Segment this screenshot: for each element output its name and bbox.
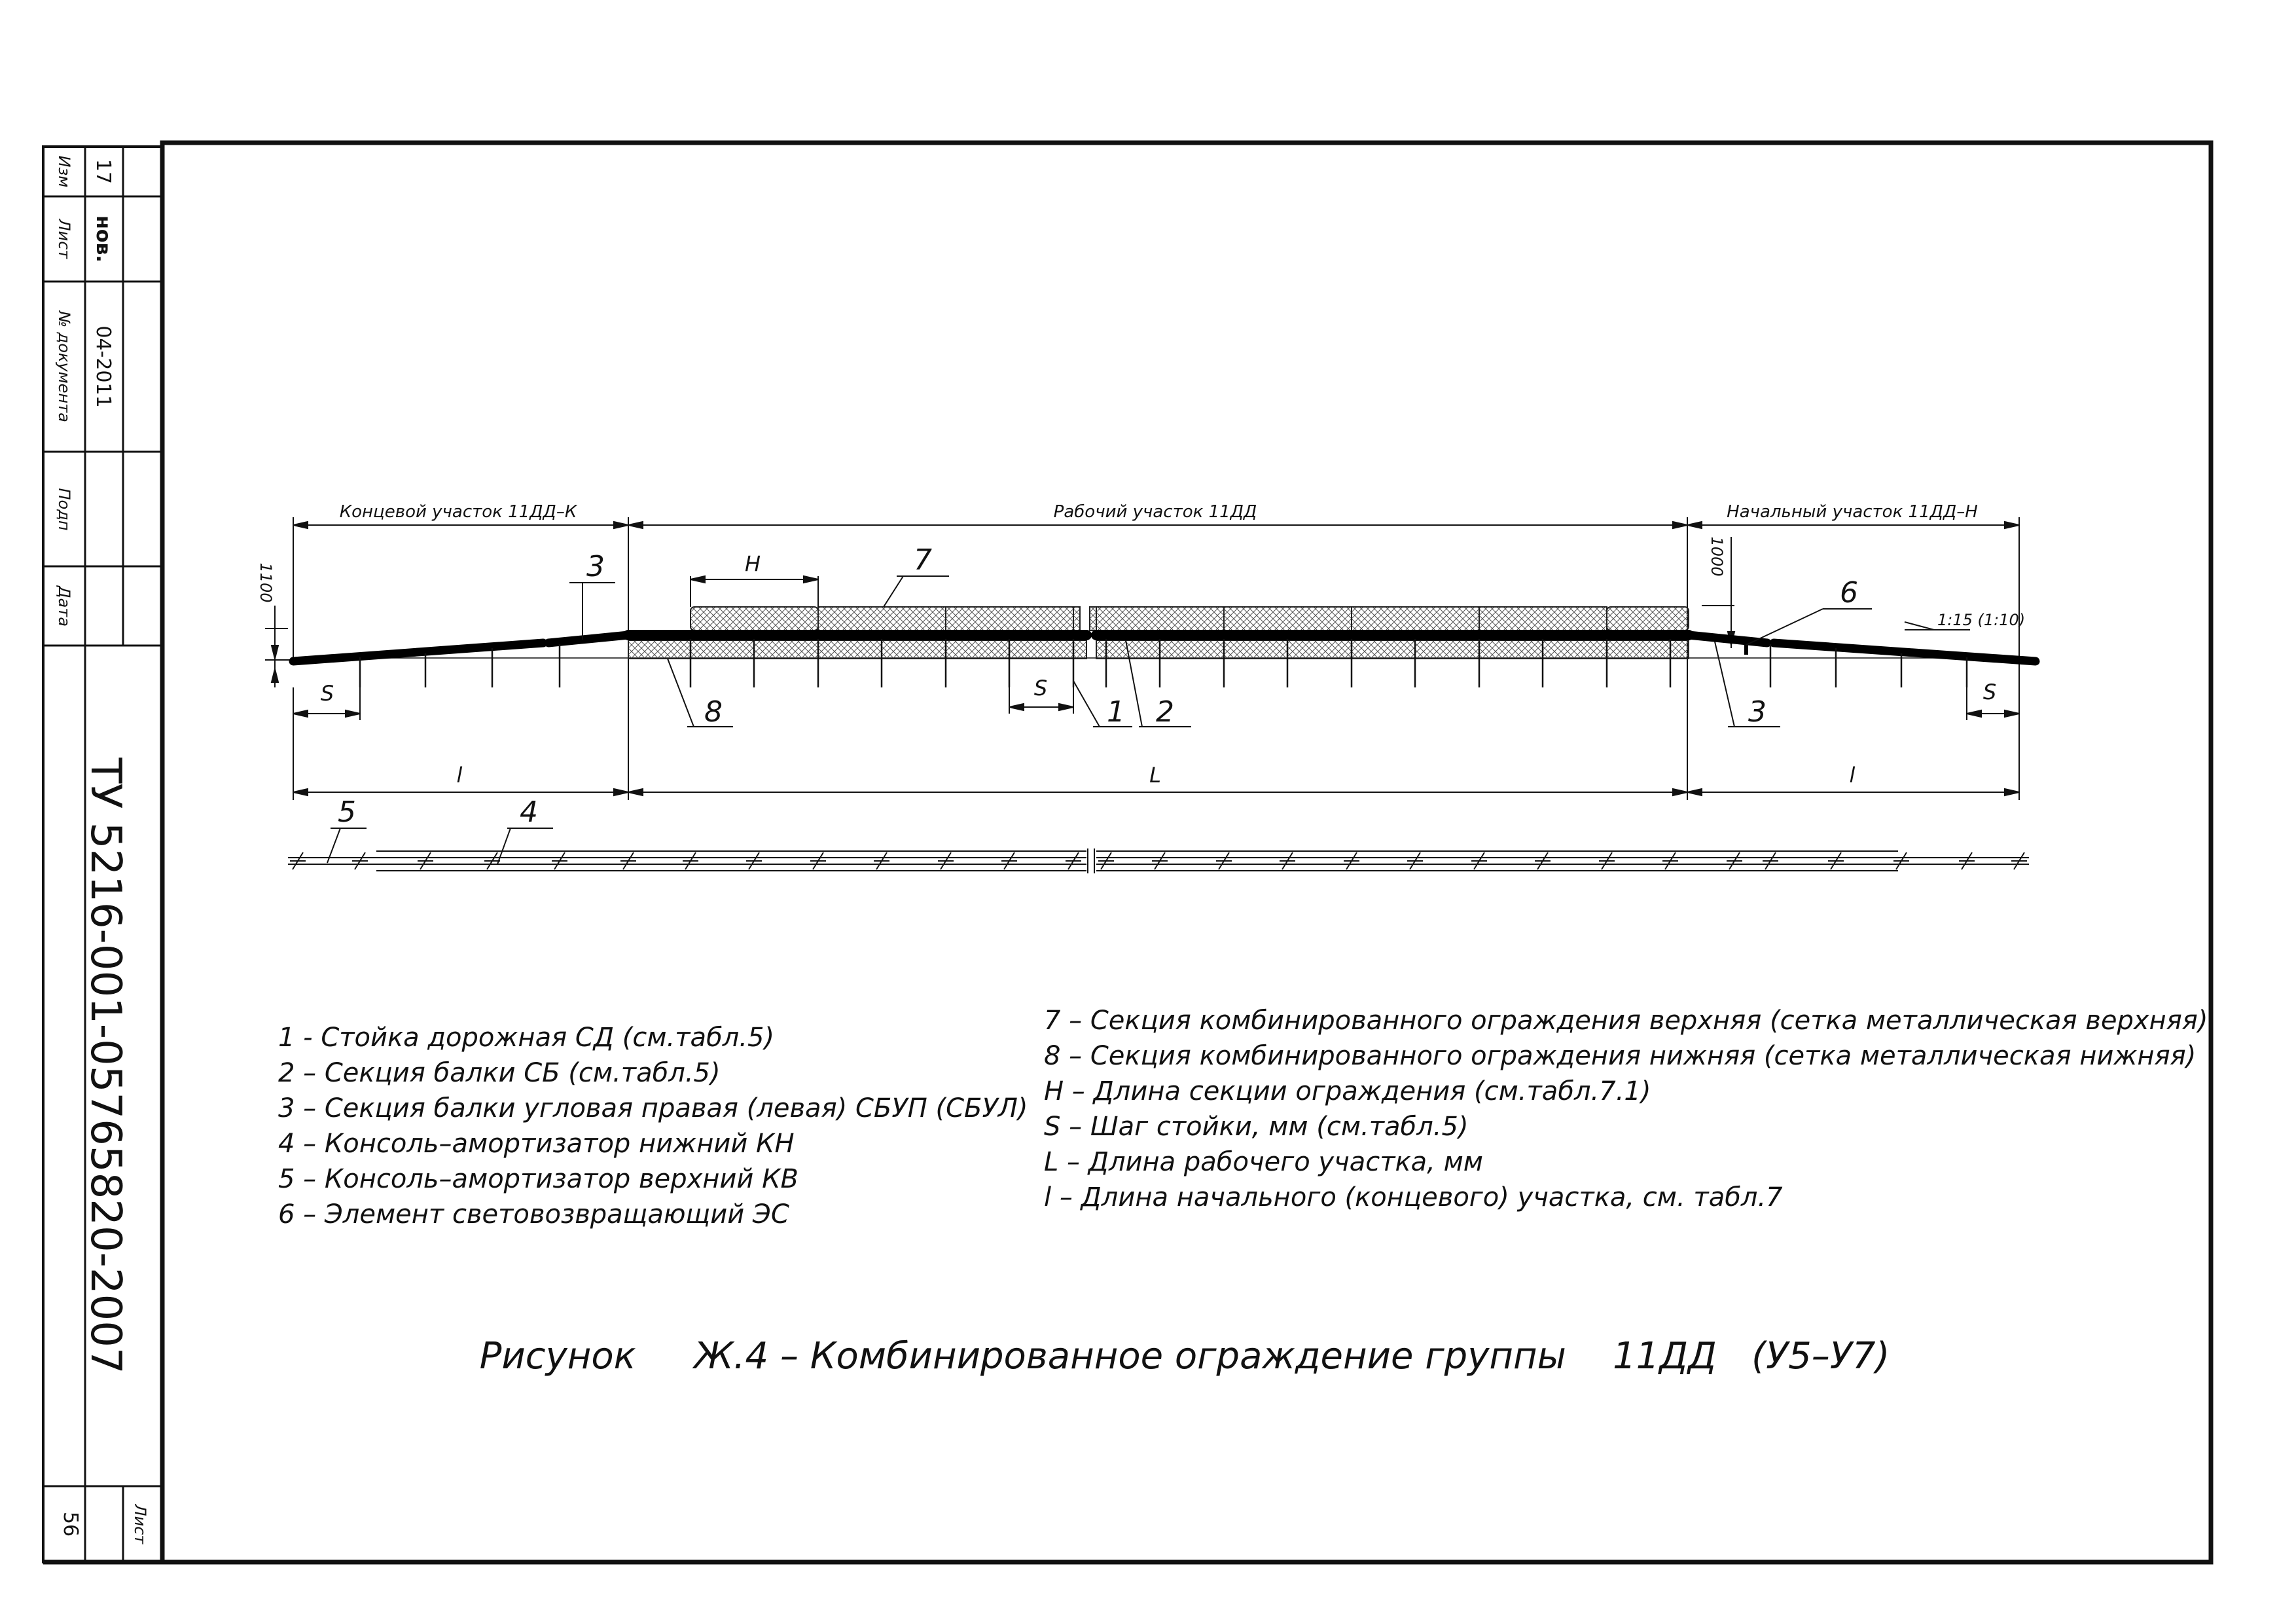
stamp-value-izm: 17	[92, 158, 115, 185]
legend-item: 2 – Секция балки СБ (см.табл.5)	[278, 1058, 721, 1088]
console-mark	[2011, 852, 2027, 869]
legend-left	[278, 1023, 1028, 1230]
lower-mesh-sections	[628, 640, 1689, 659]
console-mark	[1471, 852, 1487, 869]
stamp-header-doc: № документа	[55, 311, 73, 422]
sheet-label: Лист	[131, 1504, 149, 1544]
console-mark	[746, 852, 762, 869]
callout-6: 6	[1840, 576, 1858, 610]
console-mark	[683, 852, 698, 869]
upper-mesh-sections	[691, 607, 1689, 630]
console-mark	[620, 852, 636, 869]
dim-l-left: l	[456, 763, 463, 788]
callout-4: 4	[520, 795, 538, 829]
stamp-value-list: нов.	[92, 215, 115, 263]
console-mark	[1828, 852, 1844, 869]
legend-item: H – Длина секции ограждения (см.табл.7.1)	[1044, 1076, 1651, 1106]
console-mark	[1893, 852, 1909, 869]
dim-L-work: L	[1149, 763, 1161, 788]
dim-l-right: l	[1849, 763, 1856, 788]
console-mark	[1662, 852, 1678, 869]
callout-7: 7	[914, 543, 932, 577]
dim-S-right: S	[1982, 680, 1997, 704]
callout-2: 2	[1156, 695, 1174, 729]
legend-item: 7 – Секция комбинированного ограждения верхняя (сетка металлическая верхняя)	[1044, 1006, 2208, 1036]
console-mark	[418, 852, 433, 869]
legend-item: l – Длина начального (концевого) участка, см. табл.7	[1044, 1182, 1783, 1213]
legend-item: S – Шаг стойки, мм (см.табл.5)	[1044, 1112, 1469, 1142]
sheet-number: 56	[59, 1511, 82, 1537]
slope-label: 1:15 (1:10)	[1937, 611, 2026, 629]
console-mark	[1001, 852, 1017, 869]
legend-item: 8 – Секция комбинированного ограждения нижняя (сетка металлическая нижняя)	[1044, 1041, 2197, 1071]
legend-item: 5 – Консоль–амортизатор верхний КВ	[278, 1164, 798, 1194]
console-mark	[484, 852, 500, 869]
stamp-header-data: Дата	[55, 585, 73, 627]
console-mark	[1098, 852, 1114, 869]
console-mark	[1216, 852, 1232, 869]
callout-1: 1	[1107, 695, 1125, 729]
console-mark	[552, 852, 567, 869]
label-work-section: Рабочий участок 11ДД	[1053, 502, 1257, 522]
console-mark	[1535, 852, 1551, 869]
stamp-header-izm: Изм	[55, 155, 73, 188]
console-mark	[290, 852, 306, 869]
dim-S-left: S	[320, 681, 334, 706]
callout-3-left: 3	[586, 550, 605, 583]
plan-view-posts	[290, 852, 2027, 869]
legend-item: L – Длина рабочего участка, мм	[1044, 1147, 1483, 1177]
console-mark	[1727, 852, 1742, 869]
console-mark	[1763, 852, 1778, 869]
document-code: ТУ 5216-001-05765820-2007	[81, 757, 130, 1374]
console-mark	[352, 852, 368, 869]
figure-caption: Рисунок Ж.4 – Комбинированное ограждение группы 11ДД (У5–У7)	[479, 1335, 1890, 1377]
dim-H: H	[744, 551, 761, 576]
dim-S-middle: S	[1033, 676, 1048, 701]
legend-right	[1044, 1006, 2208, 1213]
stamp-value-doc: 04-2011	[92, 325, 115, 408]
console-mark	[938, 852, 954, 869]
legend-item: 1 - Стойка дорожная СД (см.табл.5)	[278, 1023, 775, 1053]
stamp-header-list: Лист	[55, 219, 73, 259]
console-mark	[874, 852, 889, 869]
console-mark	[1066, 852, 1081, 869]
legend-item: 3 – Секция балки угловая правая (левая) СБУП (СБУЛ)	[278, 1093, 1028, 1123]
console-mark	[1152, 852, 1168, 869]
console-mark	[1407, 852, 1423, 869]
stamp-header-podp: Подп	[55, 488, 73, 531]
label-start-section: Начальный участок 11ДД–Н	[1727, 502, 1978, 522]
console-mark	[1344, 852, 1359, 869]
console-mark	[1959, 852, 1975, 869]
legend-item: 6 – Элемент световозвращающий ЭС	[278, 1199, 789, 1230]
callout-3-right: 3	[1748, 695, 1767, 729]
label-end-section: Концевой участок 11ДД–К	[339, 502, 577, 522]
console-mark	[810, 852, 826, 869]
callout-8: 8	[704, 695, 723, 729]
console-mark	[1599, 852, 1615, 869]
barrier-diagram	[257, 502, 2036, 873]
console-mark	[1280, 852, 1295, 869]
legend-item: 4 – Консоль–амортизатор нижний КН	[278, 1129, 795, 1159]
dim-1000: 1000	[1708, 536, 1726, 577]
dim-1100: 1100	[257, 562, 275, 603]
callout-5: 5	[338, 795, 356, 829]
